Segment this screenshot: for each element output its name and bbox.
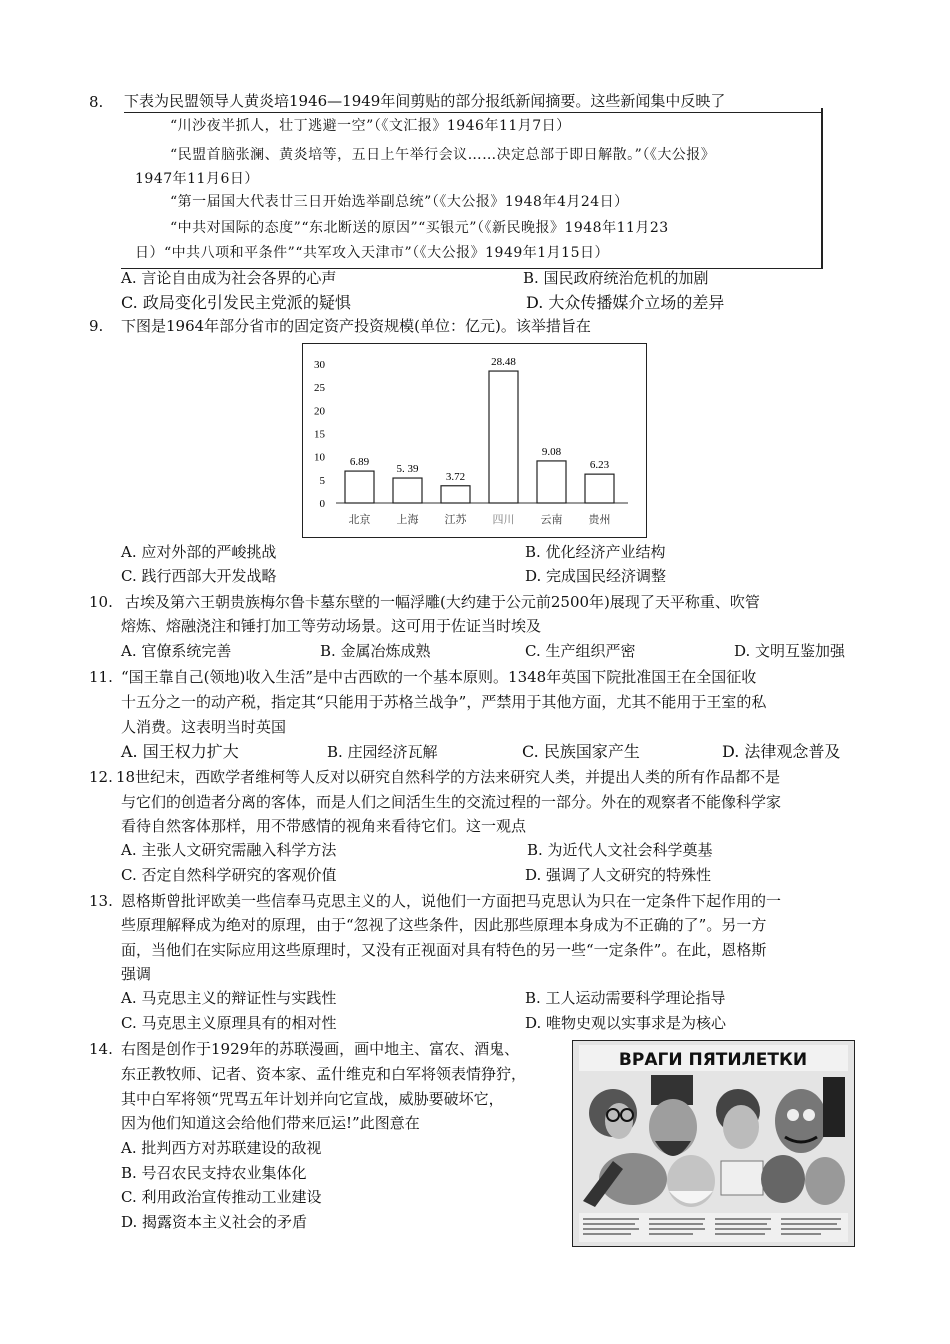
q9-option-a[interactable]: A. 应对外部的严峻挑战: [121, 543, 277, 561]
q8-option-c[interactable]: C. 政局变化引发民主党派的疑惧: [121, 293, 351, 312]
bar-1: [393, 478, 422, 503]
bar-4: [537, 461, 566, 503]
q12-option-b[interactable]: B. 为近代人文社会科学奠基: [527, 841, 713, 859]
q12-stem-line: 18世纪末，西欧学者维柯等人反对以研究自然科学的方法来研究人类，并提出人类的所有作品都不是: [116, 768, 781, 786]
q14-stem-line: 因为他们知道这会给他们带来厄运!”此图意在: [121, 1114, 420, 1132]
q10-number: 10.: [89, 593, 113, 611]
q8-news-line: “第一届国大代表廿三日开始选举副总统”（《大公报》1948年4月24日）: [170, 194, 629, 210]
q12-option-a[interactable]: A. 主张人文研究需融入科学方法: [121, 841, 337, 859]
q8-news-line: “川沙夜半抓人，壮丁逃避一空”（《文汇报》1946年11月7日）: [170, 118, 571, 134]
y-tick-label: 0: [319, 498, 325, 510]
q14-option-a[interactable]: A. 批判西方对苏联建设的敌视: [121, 1139, 322, 1157]
q14-option-c[interactable]: C. 利用政治宣传推动工业建设: [121, 1188, 322, 1206]
q10-option-c[interactable]: C. 生产组织严密: [525, 642, 636, 660]
q14-option-b[interactable]: B. 号召农民支持农业集体化: [121, 1164, 307, 1182]
q11-stem-line: “国王靠自己(领地)收入生活”是中古西欧的一个基本原则。1348年英国下院批准国王在全国征收: [121, 668, 757, 686]
bar-value-label: 6.23: [589, 459, 610, 472]
q8-option-b[interactable]: B. 国民政府统治危机的加剧: [523, 269, 709, 287]
q12-stem-line: 与它们的创造者分离的客体，而是人们之间活生生的交流过程的一部分。外在的观察者不能像科学家: [121, 793, 782, 811]
y-tick-label: 20: [314, 405, 325, 418]
bar-value-label: 9.08: [541, 445, 562, 458]
q9-option-d[interactable]: D. 完成国民经济调整: [525, 567, 667, 585]
q8-news-line: 1947年11月6日）: [135, 171, 259, 187]
q11-stem-line: 人消费。这表明当时英国: [121, 718, 287, 736]
poster-title: ВРАГИ ПЯТИЛЕТКИ: [618, 1050, 808, 1070]
x-category-label: 四川: [492, 513, 515, 526]
q13-stem-line: 些原理解释成为绝对的原理，由于“忽视了这些条件，因此那些原理本身成为不正确的了”。另一方: [121, 916, 767, 934]
q10-option-d[interactable]: D. 文明互鉴加强: [734, 642, 846, 660]
x-category-label: 北京: [348, 513, 371, 526]
y-tick-label: 5: [319, 474, 325, 487]
x-category-label: 贵州: [588, 513, 611, 526]
q11-option-a[interactable]: A. 国王权力扩大: [121, 742, 239, 761]
q13-stem-line: 恩格斯曾批评欧美一些信奉马克思主义的人，说他们一方面把马克思认为只在一定条件下起作用的一: [121, 892, 782, 910]
q11-stem-line: 十五分之一的动产税，指定其“只能用于苏格兰战争”，严禁用于其他方面，尤其不能用于王室的私: [121, 693, 767, 711]
soviet-poster-image: [572, 1040, 855, 1247]
q14-stem-line: 东正教牧师、记者、资本家、孟什维克和白军将领表情狰狞，: [121, 1065, 527, 1083]
q14-number: 14.: [89, 1040, 113, 1058]
q13-option-d[interactable]: D. 唯物史观以实事求是为核心: [525, 1014, 727, 1032]
q8-stem: 下表为民盟领导人黄炎培1946—1949年间剪贴的部分报纸新闻摘要。这些新闻集中反映了: [124, 90, 821, 113]
q10-stem-line: 古埃及第六王朝贵族梅尔鲁卡墓东壁的一幅浮雕(大约建于公元前2500年)展现了天平称重、吹管: [125, 593, 760, 611]
q13-number: 13.: [89, 892, 113, 910]
q14-option-d[interactable]: D. 揭露资本主义社会的矛盾: [121, 1213, 308, 1231]
x-category-label: 江苏: [444, 513, 467, 526]
bar-0: [345, 471, 374, 503]
bar-value-label: 3.72: [445, 470, 466, 483]
q11-number: 11.: [89, 668, 113, 686]
y-tick-label: 30: [314, 359, 325, 371]
q12-stem-line: 看待自然客体那样，用不带感情的视角来看待它们。这一观点: [121, 817, 527, 835]
investment-bar-chart: [303, 344, 646, 537]
q13-option-a[interactable]: A. 马克思主义的辩证性与实践性: [121, 989, 337, 1007]
chart-frame: [302, 343, 647, 538]
q10-option-a[interactable]: A. 官僚系统完善: [121, 642, 232, 660]
q8-number: 8.: [89, 93, 104, 111]
y-tick-label: 15: [314, 428, 325, 441]
q9-stem: 下图是1964年部分省市的固定资产投资规模(单位：亿元)。该举措旨在: [121, 317, 591, 335]
q8-news-line: 日）“中共八项和平条件”“共军攻入天津市”（《大公报》1949年1月15日）: [135, 245, 609, 261]
bar-2: [441, 486, 470, 503]
x-category-label: 上海: [396, 513, 419, 526]
y-tick-label: 25: [314, 382, 325, 395]
bar-5: [585, 474, 614, 503]
bar-3: [489, 371, 518, 503]
q8-option-d[interactable]: D. 大众传播媒介立场的差异: [526, 293, 725, 312]
x-category-label: 云南: [540, 513, 563, 526]
q12-option-d[interactable]: D. 强调了人文研究的特殊性: [525, 866, 712, 884]
q13-stem-line: 强调: [121, 965, 152, 983]
q11-option-d[interactable]: D. 法律观念普及: [722, 742, 841, 761]
y-tick-label: 10: [314, 451, 325, 464]
q12-option-c[interactable]: C. 否定自然科学研究的客观价值: [121, 866, 337, 884]
q10-stem-line: 熔炼、熔融浇注和锤打加工等劳动场景。这可用于佐证当时埃及: [121, 617, 542, 635]
q11-option-b[interactable]: B. 庄园经济瓦解: [327, 743, 438, 761]
bar-value-label: 28.48: [491, 356, 516, 369]
q13-stem-line: 面，当他们在实际应用这些原理时，又没有正视面对具有特色的另一些“一定条件”。在此，恩格斯: [121, 941, 767, 959]
q13-option-c[interactable]: C. 马克思主义原理具有的相对性: [121, 1014, 337, 1032]
q8-news-line: “中共对国际的态度”“东北断送的原因”“买银元”（《新民晚报》1948年11月23: [170, 220, 669, 236]
bar-value-label: 5. 39: [396, 463, 419, 476]
q14-stem-line: 右图是创作于1929年的苏联漫画，画中地主、富农、酒鬼、: [121, 1040, 520, 1058]
q9-option-b[interactable]: B. 优化经济产业结构: [525, 543, 666, 561]
q14-stem-line: 其中白军将领“咒骂五年计划并向它宣战，威胁要破坏它，: [121, 1090, 504, 1108]
q12-number: 12.: [89, 768, 113, 786]
bar-value-label: 6.89: [349, 456, 370, 469]
q8-news-line: “民盟首脑张澜、黄炎培等，五日上午举行会议……决定总部于即日解散。”（《大公报》: [170, 147, 716, 163]
q8-option-a[interactable]: A. 言论自由成为社会各界的心声: [121, 269, 337, 287]
q13-option-b[interactable]: B. 工人运动需要科学理论指导: [525, 989, 726, 1007]
q9-option-c[interactable]: C. 践行西部大开发战略: [121, 567, 277, 585]
q9-number: 9.: [89, 317, 104, 335]
q10-option-b[interactable]: B. 金属冶炼成熟: [320, 642, 431, 660]
q11-option-c[interactable]: C. 民族国家产生: [522, 742, 640, 761]
